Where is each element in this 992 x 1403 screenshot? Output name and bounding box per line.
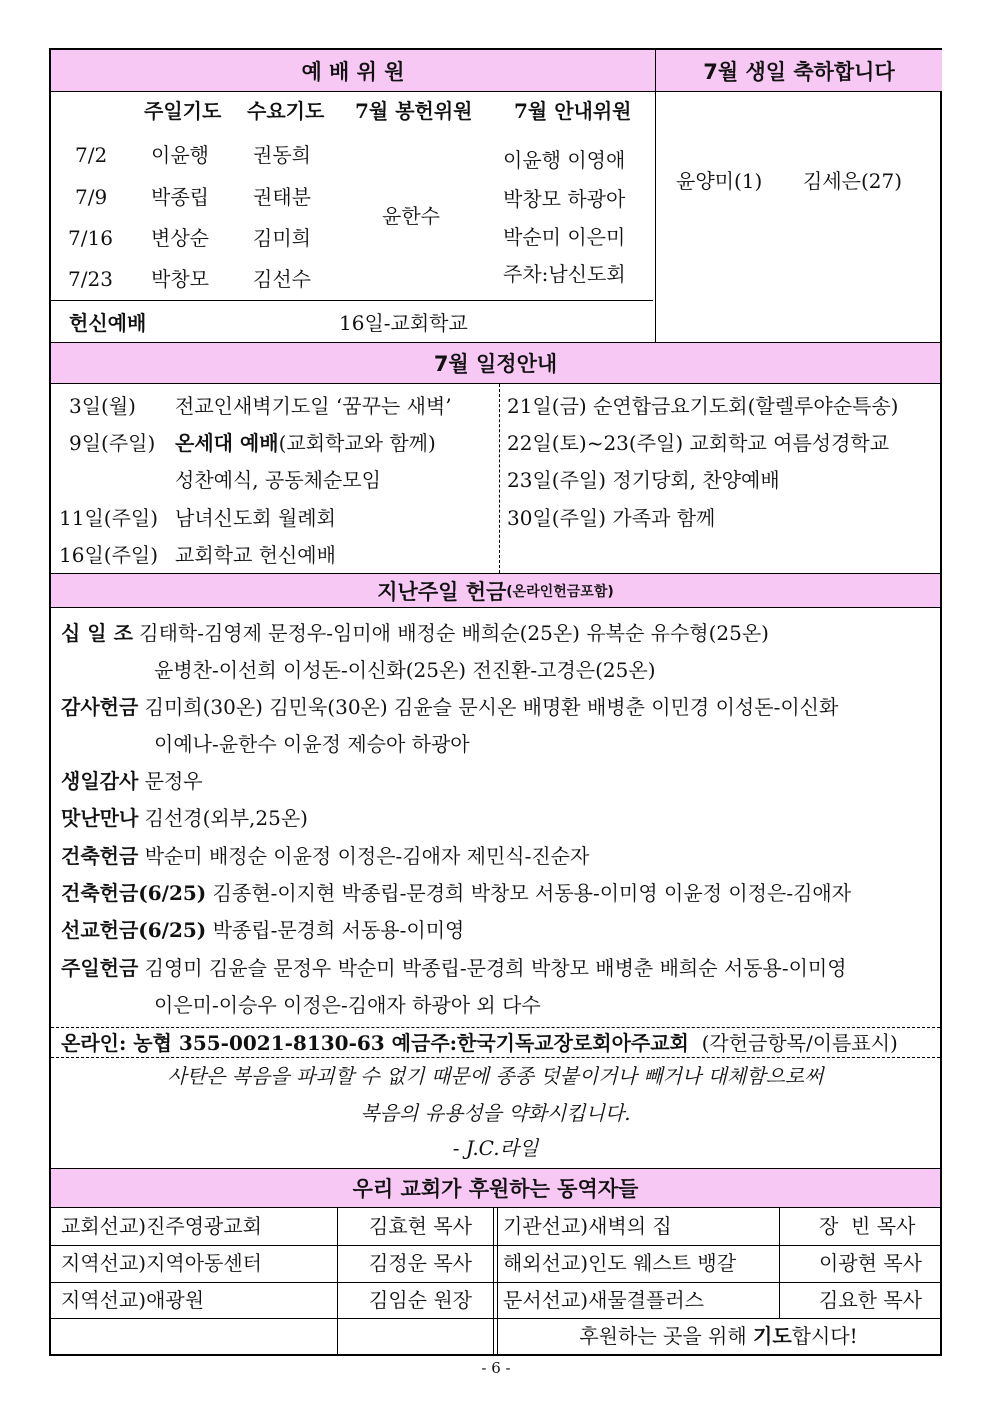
support-org: 교회선교)진주영광교회 (61, 1214, 263, 1238)
wednesday-prayer-name: 권태분 (253, 185, 311, 209)
offering-row-cont (154, 995, 541, 1015)
quote-line: 복음의 유용성을 약화시킵니다. (360, 1101, 631, 1125)
support-title: 우리 교회가 후원하는 동역자들 (352, 1177, 639, 1201)
offering-row (61, 808, 308, 828)
offering-row-cont (154, 660, 656, 680)
offering-label: 감사헌금 (61, 695, 139, 719)
usher-line: 주차:남신도회 (503, 262, 626, 286)
sunday-prayer-name: 박종립 (151, 185, 209, 209)
wednesday-prayer-name: 김미희 (253, 226, 311, 250)
header-sunday-prayer: 주일기도 (144, 99, 222, 123)
prayer-call (497, 1326, 940, 1346)
page-number: - 6 - (481, 1359, 511, 1377)
event-date: 3일(월) (69, 394, 136, 418)
offering-names: 김종현-이지현 박종립-문경희 박창모 서동용-이미영 이윤정 이정은-김애자 (212, 881, 852, 905)
offering-row (61, 771, 203, 791)
sunday-prayer-name: 변상순 (151, 226, 209, 250)
offering-names: 윤병찬-이선희 이성돈-이신화(25온) 전진환-고경은(25온) (154, 658, 656, 682)
offering-title-main: 지난주일 헌금 (377, 579, 507, 604)
offering-row (61, 883, 851, 903)
birthday-name: 김세은(27) (803, 169, 903, 193)
support-person: 김정운 목사 (369, 1251, 472, 1275)
usher-line: 박순미 이은미 (503, 225, 626, 249)
offering-names: 이은미-이승우 이정은-김애자 하광아 외 다수 (154, 993, 541, 1017)
offering-label: 건축헌금(6/25) (61, 881, 207, 905)
divider (51, 1057, 940, 1058)
schedule-date: 7/9 (75, 185, 108, 209)
event-text: 남녀신도회 월례회 (175, 506, 336, 530)
header-offering-committee: 7월 봉헌위원 (355, 99, 473, 123)
offering-member: 윤한수 (382, 204, 440, 228)
support-org: 지역선교)지역아동센터 (61, 1251, 263, 1275)
offering-title-sub: (온라인헌금포함) (506, 583, 614, 600)
offering-title (51, 574, 940, 607)
usher-line: 이윤행 이영애 (503, 148, 626, 172)
support-org: 문서선교)새물결플러스 (503, 1288, 705, 1312)
event-line: 23일(주일) 정기당회, 찬양예배 (507, 468, 780, 492)
support-org: 지역선교)애광원 (61, 1288, 205, 1312)
divider (51, 300, 653, 301)
schedule-title: 7월 일정안내 (433, 352, 558, 376)
divider (51, 1027, 940, 1028)
offering-names: 김태학-김영제 문정우-임미애 배정순 배희순(25온) 유복순 유수형(25온) (139, 621, 769, 645)
usher-line: 박창모 하광아 (503, 187, 626, 211)
offering-names: 김영미 김윤슬 문정우 박순미 박종립-문경희 박창모 배병춘 배희순 서동용-이미영 (144, 956, 847, 980)
support-person: 김효현 목사 (369, 1214, 472, 1238)
schedule-date: 7/23 (68, 267, 113, 291)
offering-label: 생일감사 (61, 769, 139, 793)
prayer-text: 합시다! (791, 1324, 858, 1348)
divider (51, 91, 940, 92)
divider (51, 1318, 940, 1319)
offering-label: 맛난만나 (61, 806, 139, 830)
support-person: 김임순 원장 (369, 1288, 472, 1312)
wednesday-prayer-name: 김선수 (253, 267, 311, 291)
offering-row (61, 958, 847, 978)
offering-label: 주일헌금 (61, 956, 139, 980)
worship-committee-title: 예 배 위 원 (301, 59, 405, 84)
offering-row (61, 846, 589, 866)
event-line: 30일(주일) 가족과 함께 (507, 506, 716, 530)
support-person: 장 빈 목사 (819, 1214, 916, 1238)
offering-label: 선교헌금(6/25) (61, 918, 207, 942)
event-text-detail: (교회학교와 함께) (278, 431, 436, 455)
event-line: 21일(금) 순연합금요기도회(할렐루야순특송) (507, 394, 899, 418)
online-account (61, 1033, 898, 1053)
offering-names: 박종립-문경희 서동용-이미영 (212, 918, 465, 942)
online-account-note: (각헌금항목/이름표시) (701, 1031, 898, 1055)
event-text (175, 433, 436, 453)
support-person: 이광현 목사 (819, 1251, 922, 1275)
support-person: 김요한 목사 (819, 1288, 922, 1312)
offering-names: 박순미 배정순 이윤정 이정은-김애자 제민식-진순자 (144, 844, 590, 868)
divider (51, 1207, 940, 1208)
header-usher-committee: 7월 안내위원 (514, 99, 632, 123)
support-org: 해외선교)인도 웨스트 뱅갈 (503, 1251, 737, 1275)
birthday-name: 윤양미(1) (676, 169, 763, 193)
online-account-info: 온라인: 농협 355-0021-8130-63 예금주:한국기독교장로회아주교회 (61, 1031, 689, 1055)
offering-row (61, 920, 464, 940)
event-date: 11일(주일) (59, 506, 159, 530)
event-text: 전교인새벽기도일 ‘꿈꾸는 새벽’ (175, 394, 452, 418)
divider (51, 383, 940, 384)
quote-author: - J.C.라일 (452, 1136, 539, 1160)
offering-names: 이예나-윤한수 이윤정 제승아 하광아 (154, 732, 470, 756)
divider (51, 1282, 940, 1283)
prayer-text-bold: 기도 (753, 1324, 792, 1348)
offering-row (61, 623, 769, 643)
dedication-label: 헌신예배 (69, 311, 147, 335)
schedule-date: 7/2 (75, 143, 108, 167)
event-line: 22일(토)~23(주일) 교회학교 여름성경학교 (507, 431, 890, 455)
offering-label: 건축헌금 (61, 844, 139, 868)
event-highlight: 온세대 예배 (175, 431, 279, 455)
divider (337, 1207, 338, 1356)
divider (499, 384, 500, 573)
dedication-value: 16일-교회학교 (339, 311, 468, 335)
offering-names: 문정우 (144, 769, 203, 793)
offering-row-cont (154, 734, 470, 754)
event-date: 16일(주일) (59, 543, 159, 567)
sunday-prayer-name: 박창모 (151, 267, 209, 291)
offering-names: 김선경(외부,25온) (144, 806, 308, 830)
schedule-date: 7/16 (68, 226, 113, 250)
divider (779, 1207, 780, 1318)
prayer-text: 후원하는 곳을 위해 (579, 1324, 753, 1348)
event-date: 9일(주일) (69, 431, 156, 455)
support-org: 기관선교)새벽의 집 (503, 1214, 672, 1238)
divider (51, 1245, 940, 1246)
divider (51, 607, 940, 608)
offering-label: 십 일 조 (61, 621, 133, 645)
offering-names: 김미희(30온) 김민욱(30온) 김윤슬 문시온 배명환 배병춘 이민경 이성돈-이신화 (144, 695, 839, 719)
wednesday-prayer-name: 권동희 (253, 143, 311, 167)
header-wednesday-prayer: 수요기도 (247, 99, 325, 123)
quote-line: 사탄은 복음을 파괴할 수 없기 때문에 종종 덧붙이거나 빼거나 대체함으로써 (167, 1064, 824, 1088)
birthday-title: 7월 생일 축하합니다 (703, 59, 895, 84)
sunday-prayer-name: 이윤행 (151, 143, 209, 167)
divider (493, 1207, 494, 1356)
bulletin-page-frame (49, 48, 942, 1356)
event-text: 교회학교 헌신예배 (175, 543, 336, 567)
offering-row (61, 697, 838, 717)
divider (655, 50, 656, 342)
event-text: 성찬예식, 공동체순모임 (175, 468, 381, 492)
